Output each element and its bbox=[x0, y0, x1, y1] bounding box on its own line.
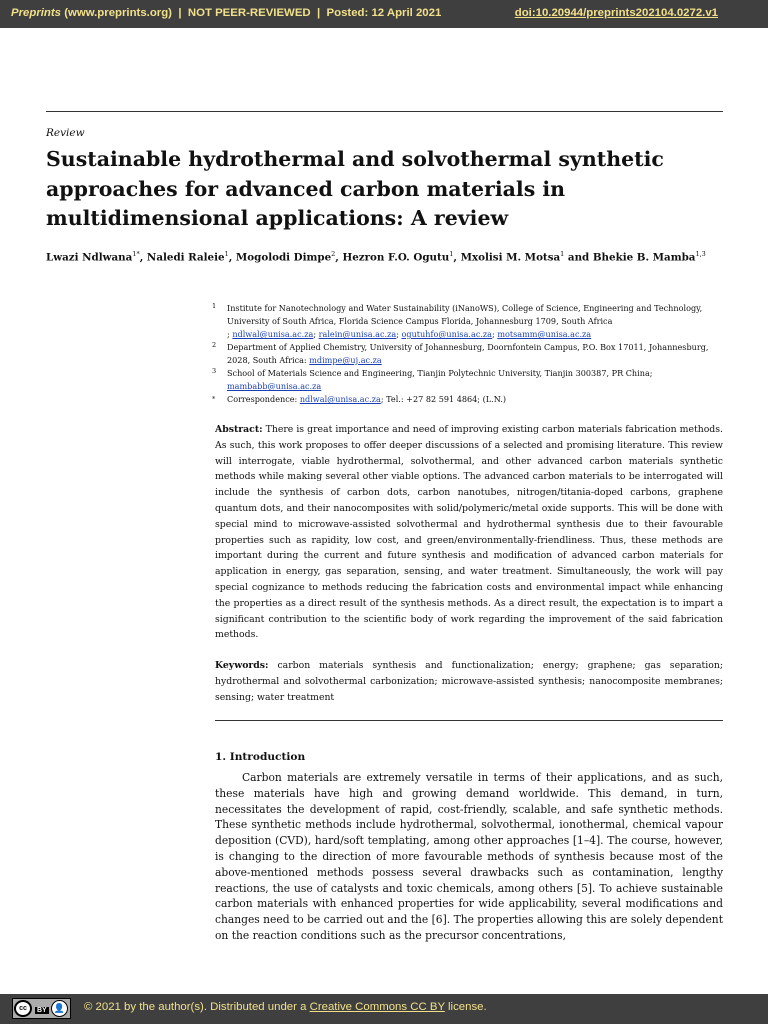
license-text: © 2021 by the author(s). Distributed under a Creative Commons CC BY license. bbox=[84, 1001, 487, 1013]
email-link[interactable]: mambabb@unisa.ac.za bbox=[227, 381, 322, 391]
license-footer bbox=[0, 994, 768, 1024]
affiliation-text: School of Materials Science and Engineering, Tianjin Polytechnic University, Tianjin 300387, PR China; bbox=[227, 368, 653, 378]
section-divider bbox=[215, 720, 723, 721]
email-link[interactable]: ralein@unisa.ac.za bbox=[318, 329, 397, 339]
affiliation-3: 3 School of Materials Science and Engineering, Tianjin Polytechnic University, Tianjin 300387, PR China; mambabb@unisa.ac.za bbox=[212, 367, 653, 391]
article-title: Sustainable hydrothermal and solvothermal synthetic approaches for advanced carbon materials in multidimensional applications: A review bbox=[46, 147, 664, 230]
preprint-banner bbox=[0, 0, 768, 28]
author: Mogolodi Dimpe bbox=[235, 251, 332, 264]
affiliation-2: 2 Department of Applied Chemistry, University of Johannesburg, Doornfontein Campus, P.O. Box 17011, Johannesburg, 2028, South Africa: mdimpe@uj.ac.za bbox=[212, 341, 709, 365]
author-list: Lwazi Ndlwana$^{1*}$, Naledi Raleie$^1$, Mogolodi Dimpe$^2$, Hezron F.O. Ogutu$^1$, Mxolisi M. Motsa$^1$ and Bhekie B. Mamba$^{1,3}$ bbox=[46, 250, 706, 264]
affiliation-text: Institute for Nanotechnology and Water Sustainability (iNanoWS), College of Science, Engineering and Technology, University of South Africa, Florida Science Campus Florida, Johannesburg 1709, South Africa bbox=[227, 303, 703, 326]
brand-name: Preprints bbox=[11, 7, 62, 19]
affiliation-1: 1 Institute for Nanotechnology and Water Sustainability (iNanoWS), College of Science, Engineering and Technology, University of South Africa, Florida Science Campus Florida, Johannesburg 1709, South Africa ; ndlwal@unisa.ac.za; ralein@unisa.ac.za; ogutuhfo@unisa.ac.za; motsamm@unisa.ac.za bbox=[212, 302, 703, 339]
author: Hezron F.O. Ogutu bbox=[342, 251, 450, 264]
affiliation-text: Department of Applied Chemistry, University of Johannesburg, Doornfontein Campus, P.O. Box 17011, Johannesburg, 2028, South Africa: bbox=[227, 342, 709, 365]
by-label: BY bbox=[37, 1007, 47, 1014]
keywords-text: carbon materials synthesis and functionalization; energy; graphene; gas separation; hydrothermal and solvothermal carbonization; microwave-assisted synthesis; nanocomposite membranes; sensing; water treatment bbox=[215, 660, 723, 703]
email-link[interactable]: ndlwal@unisa.ac.za bbox=[232, 329, 314, 339]
banner-left bbox=[11, 7, 441, 19]
keywords bbox=[215, 658, 723, 705]
separator: | bbox=[178, 7, 182, 19]
intro-paragraph: Carbon materials are extremely versatile in terms of their applications, and as such, these materials have high and growing demand worldwide. This demand, in turn, necessitates the development of rapid, cost-friendly, scalable, and safe synthetic methods. These synthetic methods include hydrothermal, solvothermal, ionothermal, chemical vapour deposition (CVD), hard/soft templating, among other approaches [1–4]. The course, however, is changing to the direction of more favourable methods of synthesis because most of the above-mentioned methods possess several drawbacks such as contamination, lengthy reactions, the use of catalysts and toxic chemicals, among others [5]. To achieve sustainable carbon materials with enhanced properties for wide applicability, several modifications and changes need to be carried out and the [6]. The properties allowing this are solely dependent on the reaction conditions such as the precursor concentrations, bbox=[215, 771, 723, 942]
cc-by-badge[interactable] bbox=[12, 998, 71, 1019]
author: Lwazi Ndlwana bbox=[46, 251, 133, 264]
correspondence: * Correspondence: ndlwal@unisa.ac.za; Tel.: +27 82 591 4864; (L.N.) bbox=[212, 394, 507, 404]
site-url[interactable]: (www.preprints.org) bbox=[64, 7, 172, 19]
author: Naledi Raleie bbox=[146, 251, 225, 264]
license-link[interactable]: Creative Commons CC BY bbox=[309, 1001, 445, 1013]
email-link[interactable]: ndlwal@unisa.ac.za bbox=[299, 394, 381, 404]
creative-commons-icon: cc bbox=[14, 1000, 32, 1017]
article-type: Review bbox=[46, 127, 85, 139]
review-status: NOT PEER-REVIEWED bbox=[187, 7, 311, 19]
email-link[interactable]: mdimpe@uj.ac.za bbox=[309, 355, 382, 365]
posted-date: Posted: 12 April 2021 bbox=[326, 7, 442, 19]
abstract-label: Abstract: bbox=[215, 424, 263, 435]
doi-link[interactable]: doi:10.20944/preprints202104.0272.v1 bbox=[514, 7, 718, 19]
correspondence-label: Correspondence: bbox=[227, 394, 298, 404]
phone-text: ; Tel.: +27 82 591 4864; (L.N.) bbox=[380, 394, 507, 404]
email-link[interactable]: motsamm@unisa.ac.za bbox=[497, 329, 592, 339]
author: Mxolisi M. Motsa bbox=[460, 251, 561, 264]
section-heading: 1. Introduction bbox=[215, 751, 306, 763]
email-link[interactable]: ogutuhfo@unisa.ac.za bbox=[401, 329, 493, 339]
author: Bhekie B. Mamba bbox=[592, 251, 696, 264]
abstract-text: There is great importance and need of improving existing carbon materials fabrication methods. As such, this work proposes to offer deeper discussions of a selected and promising literature. This review will interrogate, viable hydrothermal, solvothermal, and other advanced carbon materials synthetic methods while making several other viable options. The advanced carbon materials to be interrogated will include the synthesis of carbon dots, carbon nanotubes, nitrogen/titania-doped carbons, graphene quantum dots, and their nanocomposites with solid/polymeric/metal oxide supports. This will be done with special mind to microwave-assisted solvothermal and hydrothermal synthesis due to their favourable properties such as rapidity, low cost, and green/environmentally-friendliness. Thus, these methods are important during the current and future synthesis and modification of advanced carbon materials for application in energy, gas separation, sensing, and water treatment. Simultaneously, the work will pay special cognizance to methods reducing the fabrication costs and environmental impact while enhancing the properties as a direct result of the synthesis methods. As a direct result, the expectation is to impart a significant contribution to the scientific body of work regarding the improvement of the said fabrication methods. bbox=[215, 424, 723, 641]
separator: | bbox=[316, 7, 321, 19]
header-divider bbox=[46, 111, 723, 112]
person-icon: 👤 bbox=[51, 1000, 68, 1017]
abstract bbox=[215, 422, 723, 643]
keywords-label: Keywords: bbox=[215, 660, 269, 671]
